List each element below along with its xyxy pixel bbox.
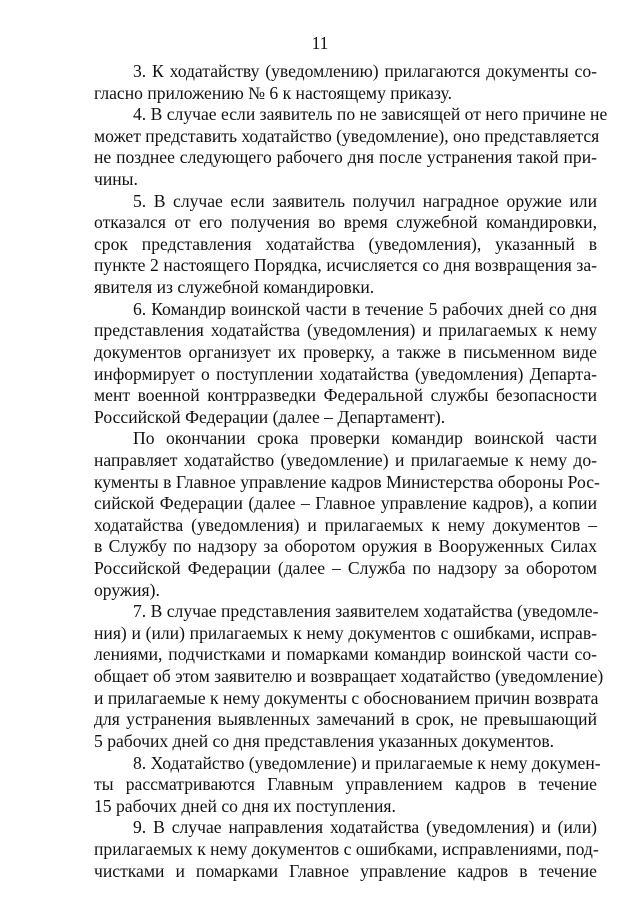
text-line: явителя из служебной командировки.	[94, 277, 375, 298]
text-line: чистками и помарками Главное управление кадров в течение	[94, 860, 597, 881]
text-line: прилагаемых к нему документов с ошибками, исправлениями, под-	[94, 838, 599, 859]
text-line: ты рассматриваются Главным управлением кадров в течение	[94, 774, 597, 795]
document-body	[94, 61, 608, 882]
text-line: 8. Ходатайство (уведомление) и прилагаемые к нему докумен-	[133, 752, 601, 773]
paragraph	[94, 191, 597, 299]
text-line: 5 рабочих дней со дня представления указанных документов.	[94, 730, 555, 751]
text-line: 15 рабочих дней со дня их поступления.	[94, 795, 396, 816]
paragraph	[94, 752, 601, 818]
text-line: пункте 2 настоящего Порядка, исчисляется со дня возвращения за-	[94, 255, 597, 276]
text-line: отказался от его получения во время служебной командировки,	[94, 212, 597, 233]
text-line: ния) и (или) прилагаемых к нему документов с ошибками, исправ-	[94, 622, 597, 643]
paragraph	[94, 61, 597, 104]
paragraph	[94, 601, 604, 752]
text-line: гласно приложению № 6 к настоящему приказу.	[94, 82, 452, 103]
text-line: для устранения выявленных замечаний в срок, не превышающий	[94, 709, 597, 730]
text-line: направляет ходатайство (уведомление) и прилагаемые к нему до-	[94, 449, 597, 470]
text-line: мент военной контрразведки Федеральной службы безопасности	[94, 385, 597, 406]
paragraph	[94, 299, 597, 429]
paragraph	[94, 428, 600, 601]
text-line: ходатайства (уведомления) и прилагаемых к нему документов –	[94, 514, 597, 535]
text-line: документов организует их проверку, а также в письменном виде	[94, 341, 597, 362]
text-line: 9. В случае направления ходатайства (уведомления) и (или)	[133, 817, 597, 838]
paragraph	[94, 104, 608, 190]
text-line: сийской Федерации (далее – Главное управление кадров), а копии	[94, 493, 597, 514]
text-line: Российской Федерации (далее – Служба по надзору за оборотом	[94, 558, 597, 579]
text-line: 3. К ходатайству (уведомлению) прилагаются документы со-	[133, 61, 597, 81]
text-line: кументы в Главное управление кадров Министерства обороны Рос-	[94, 471, 600, 492]
text-line: может представить ходатайство (уведомление), оно представляется	[94, 125, 600, 146]
text-line: Российской Федерации (далее – Департамент).	[94, 406, 446, 427]
text-line: представления ходатайства (уведомления) и прилагаемых к нему	[94, 320, 597, 341]
text-line: не позднее следующего рабочего дня после устранения такой при-	[94, 147, 597, 168]
text-line: 7. В случае представления заявителем ходатайства (уведомле-	[133, 601, 599, 622]
page-number: 11	[311, 33, 329, 53]
text-line: общает об этом заявителю и возвращает ходатайство (уведомление)	[94, 666, 604, 687]
text-line: 6. Командир воинской части в течение 5 рабочих дней со дня	[133, 298, 597, 319]
text-line: срок представления ходатайства (уведомления), указанный в	[94, 233, 597, 254]
text-line: лениями, подчистками и помарками командир воинской части со-	[94, 644, 597, 665]
text-line: и прилагаемые к нему документы с обоснованием причин возврата	[94, 687, 599, 708]
text-line: 5. В случае если заявитель получил наградное оружие или	[133, 190, 597, 211]
text-line: чины.	[94, 169, 138, 190]
paragraph	[94, 817, 597, 882]
text-line: оружия).	[94, 579, 160, 600]
text-line: информирует о поступлении ходатайства (уведомления) Департа-	[94, 363, 597, 384]
text-line: 4. В случае если заявитель по не зависящей от него причине не	[133, 104, 608, 125]
text-line: По окончании срока проверки командир воинской части	[133, 428, 597, 449]
text-line: в Службу по надзору за оборотом оружия в Вооруженных Силах	[94, 536, 597, 557]
